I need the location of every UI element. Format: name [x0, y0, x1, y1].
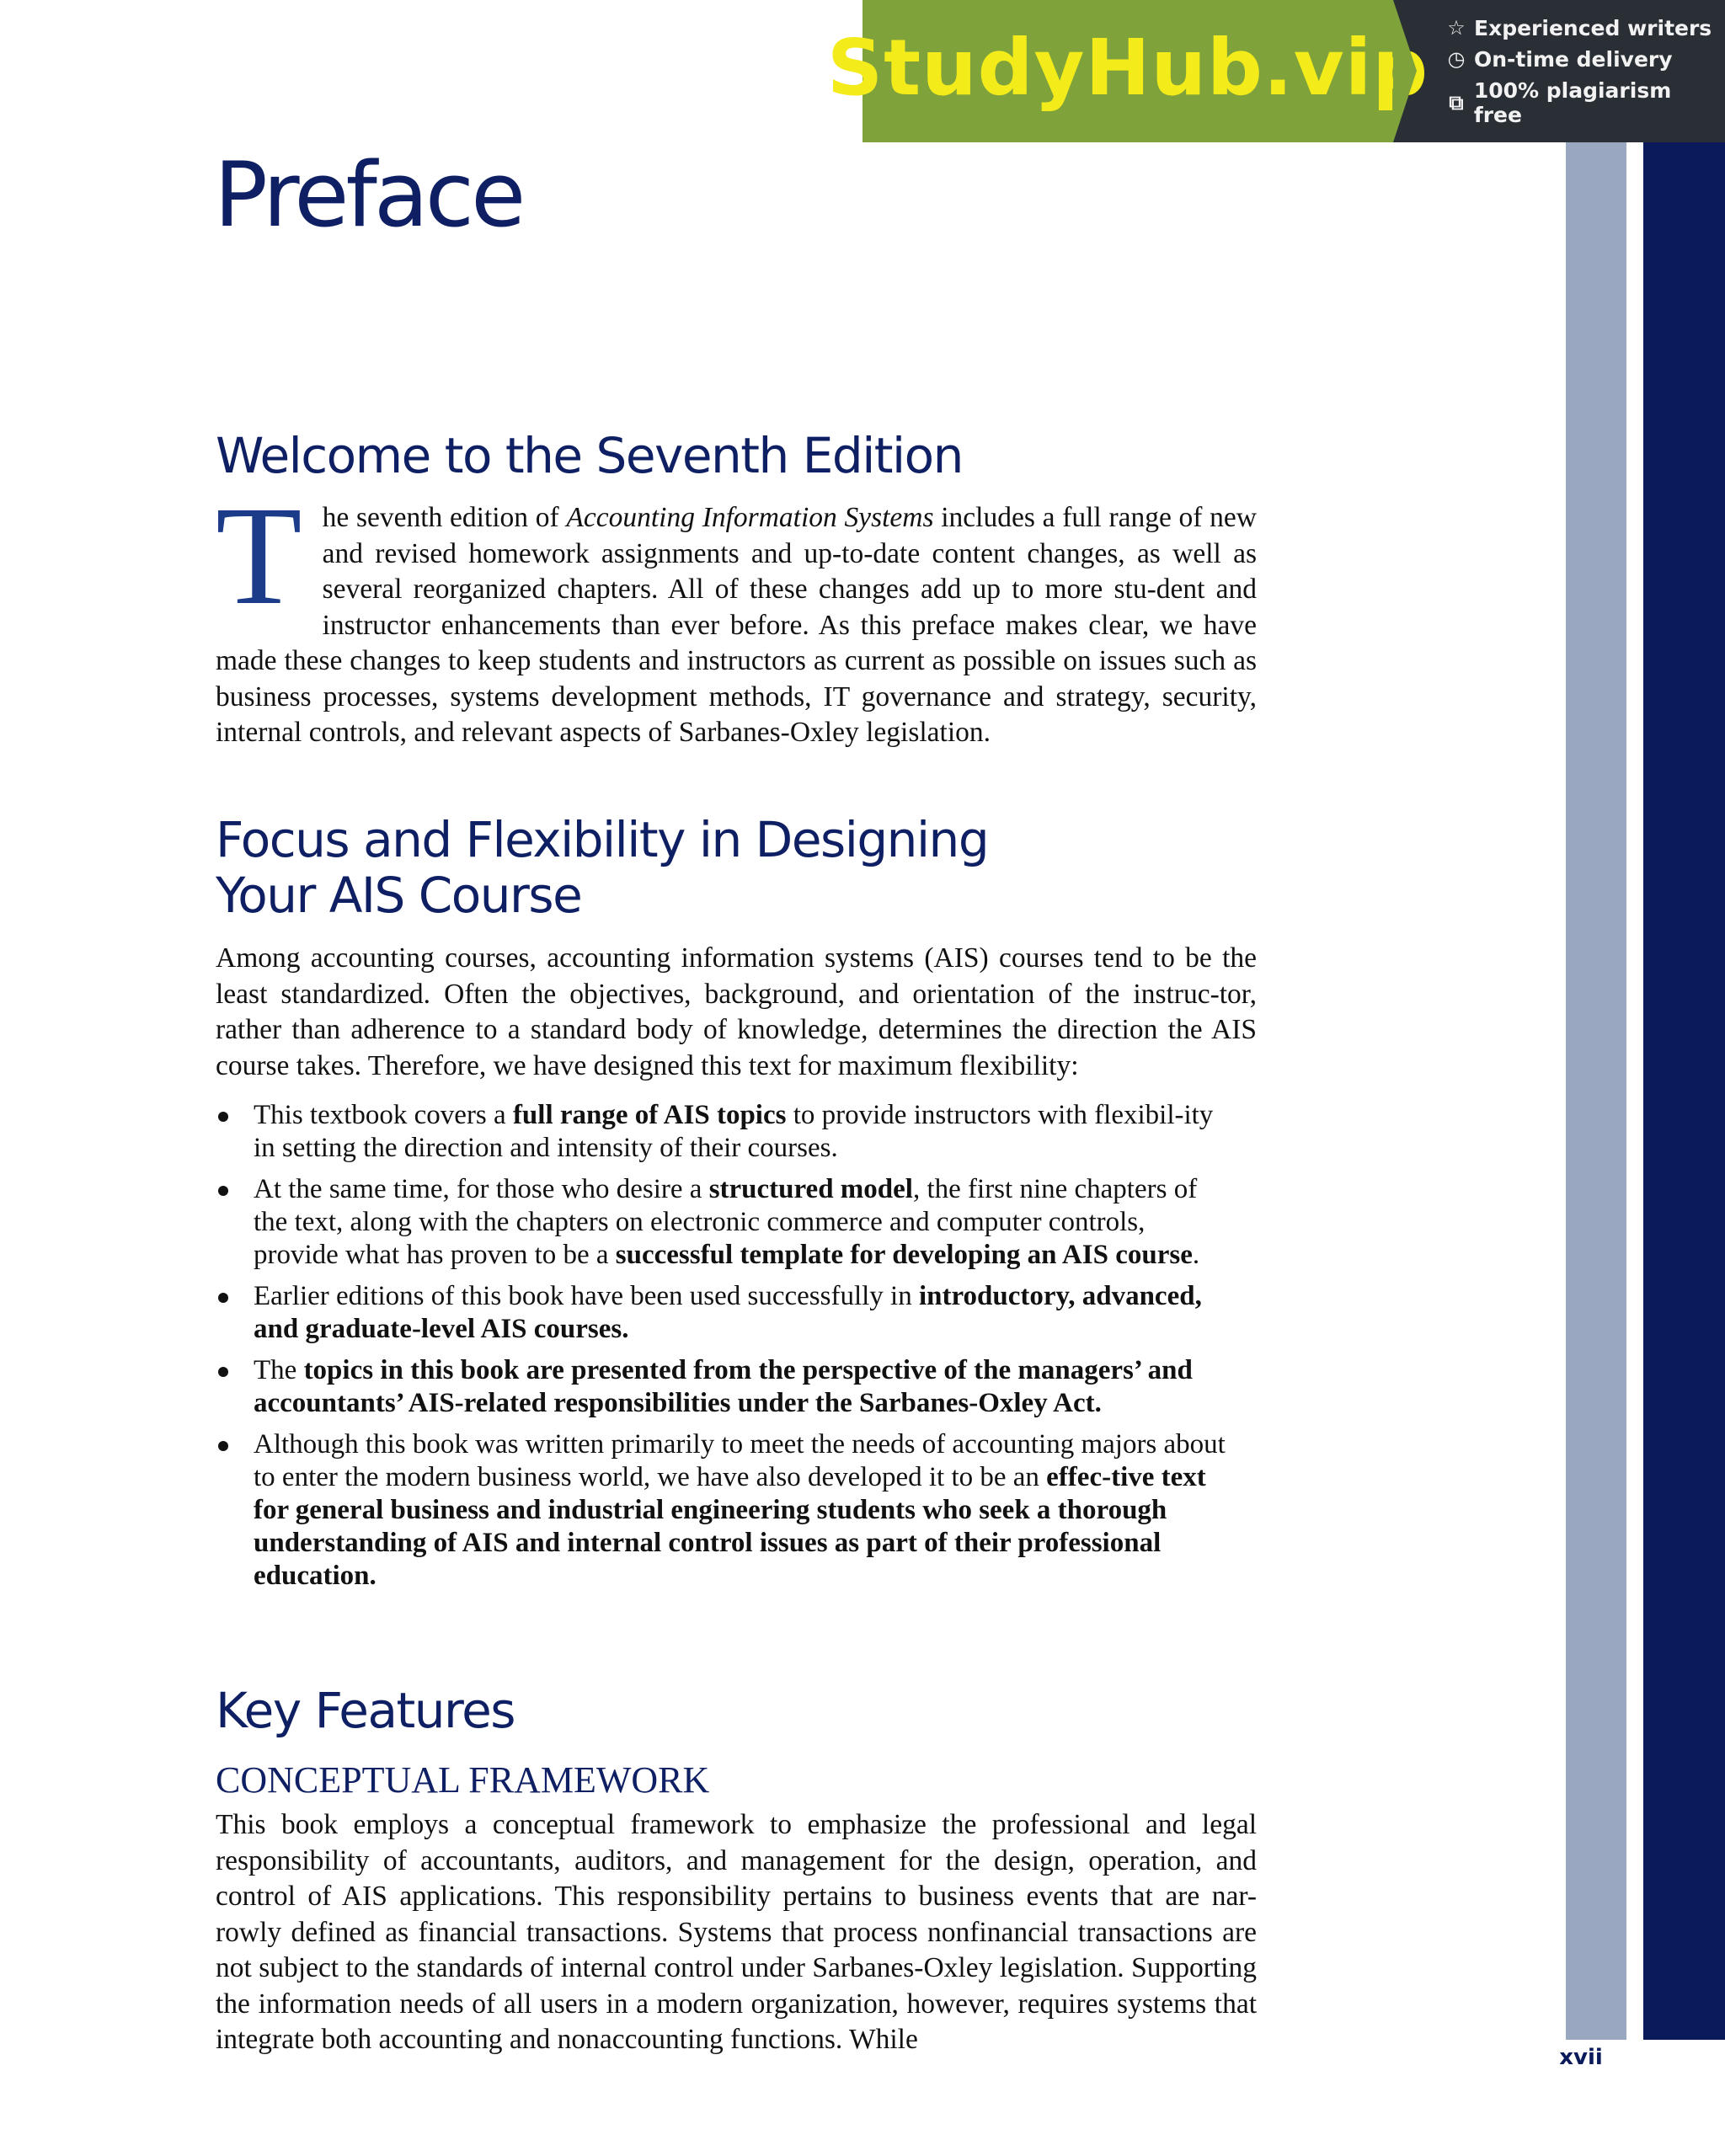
welcome-text-b: includes a full range of new and revised homework assignments and up-to-date content changes, as well as several reorganized chapters. All of these changes add up to more stu-dent and instructor enhancements than ever before. As this preface makes clear, we have made these changes to keep students and instructors as current as possible on issues such as business processes, systems development methods, IT governance and strategy, security, internal controls, and relevant aspects of Sarbanes-Oxley legislation. — [216, 502, 1257, 748]
side-bar-light — [1566, 142, 1626, 2040]
bullet-text: . — [1192, 1240, 1200, 1270]
bullet-bold: topics in this book are presented from the perspective of the managers’ and accountants’ AIS-related responsibilities under the Sarbanes-Oxley Act. — [254, 1355, 1193, 1418]
bullet-bold: full range of AIS topics — [512, 1100, 787, 1130]
conceptual-framework-paragraph: This book employs a conceptual framework to emphasize the professional and legal responsibility of accountants, auditors, and management for the design, operation, and control of AIS applications. This responsibility pertains to business events that are nar-rowly defined as financial transactions. Systems that process nonfinancial transactions are not subject to the standards of internal control under Sarbanes-Oxley legislation. Supporting the information needs of all users in a modern organization, however, requires systems that integrate both accounting and nonaccounting functions. While — [216, 1809, 1257, 2055]
studyhub-logo-text: StudyHub.vip — [826, 23, 1429, 113]
welcome-paragraph — [216, 478, 1257, 751]
bullet-text: Earlier editions of this book have been used successfully in — [254, 1281, 919, 1311]
banner-feature-delivery — [1445, 47, 1725, 72]
studyhub-banner[interactable] — [826, 0, 1725, 142]
bullet-bold: successful template for developing an AIS course — [615, 1240, 1193, 1270]
page-title: Preface — [214, 143, 523, 247]
heading-focus-line1: Focus and Flexibility in Designing — [216, 811, 989, 868]
welcome-text-a: he seventh edition of — [322, 502, 567, 533]
book-title: Accounting Information Systems — [566, 502, 934, 533]
subheading-conceptual-framework: CONCEPTUAL FRAMEWORK — [216, 1759, 710, 1801]
focus-intro: Among accounting courses, accounting information systems (AIS) courses tend to be the least standardized. Often the objectives, background, and orientation of the instruc-tor, rather than adherence to a standard body of knowledge, determines the direction the AIS course takes. Therefore, we have designed this text for maximum flexibility: — [216, 942, 1257, 1081]
dropcap: T — [216, 478, 302, 634]
list-item — [216, 1280, 1226, 1346]
banner-feature-plagiarism — [1445, 78, 1725, 127]
document-copy-icon: ⧉ — [1449, 90, 1464, 115]
banner-feature-writers — [1445, 16, 1725, 40]
page-number: xvii — [1559, 2045, 1603, 2070]
heading-key-features: Key Features — [216, 1682, 515, 1739]
bullet-text: At the same time, for those who desire a — [254, 1174, 709, 1204]
list-item — [216, 1428, 1226, 1593]
banner-feature-label: On-time delivery — [1474, 46, 1673, 72]
heading-focus — [216, 812, 988, 923]
banner-arrow — [1393, 0, 1417, 142]
bullet-text: to provide instructors with flexibil-ity in setting the direction and intensity of their courses. — [254, 1100, 1214, 1163]
bullet-text: The — [254, 1355, 304, 1385]
heading-focus-line2: Your AIS Course — [216, 867, 582, 924]
bullet-text: Although this book was written primarily to meet the needs of accounting majors about to enter the modern business world, we have also developed it to be an — [254, 1429, 1226, 1492]
clock-icon: ◷ — [1447, 47, 1466, 71]
bullet-bold: introductory, advanced, and graduate-level AIS courses. — [254, 1281, 1202, 1344]
star-icon: ☆ — [1447, 16, 1466, 40]
list-item — [216, 1354, 1226, 1420]
list-item — [216, 1173, 1226, 1272]
bullet-text: , the first nine chapters of the text, along with the chapters on electronic commerce and computer controls, provide what has proven to be a — [254, 1174, 1198, 1270]
banner-feature-label: Experienced writers — [1474, 15, 1712, 40]
banner-features — [1393, 0, 1725, 142]
banner-feature-label: 100% plagiarism free — [1473, 77, 1672, 127]
list-item — [216, 1099, 1226, 1165]
heading-welcome: Welcome to the Seventh Edition — [216, 427, 963, 484]
focus-bullet-list — [216, 1099, 1226, 1601]
bullet-bold: structured model — [708, 1174, 913, 1204]
bullet-bold: effec-tive text for general business and industrial engineering students who seek a thorough understanding of AIS and internal control issues as part of their professional education. — [254, 1462, 1206, 1591]
bullet-text: This textbook covers a — [254, 1100, 513, 1130]
side-bar-dark — [1643, 142, 1725, 2040]
studyhub-logo[interactable] — [826, 0, 1429, 142]
